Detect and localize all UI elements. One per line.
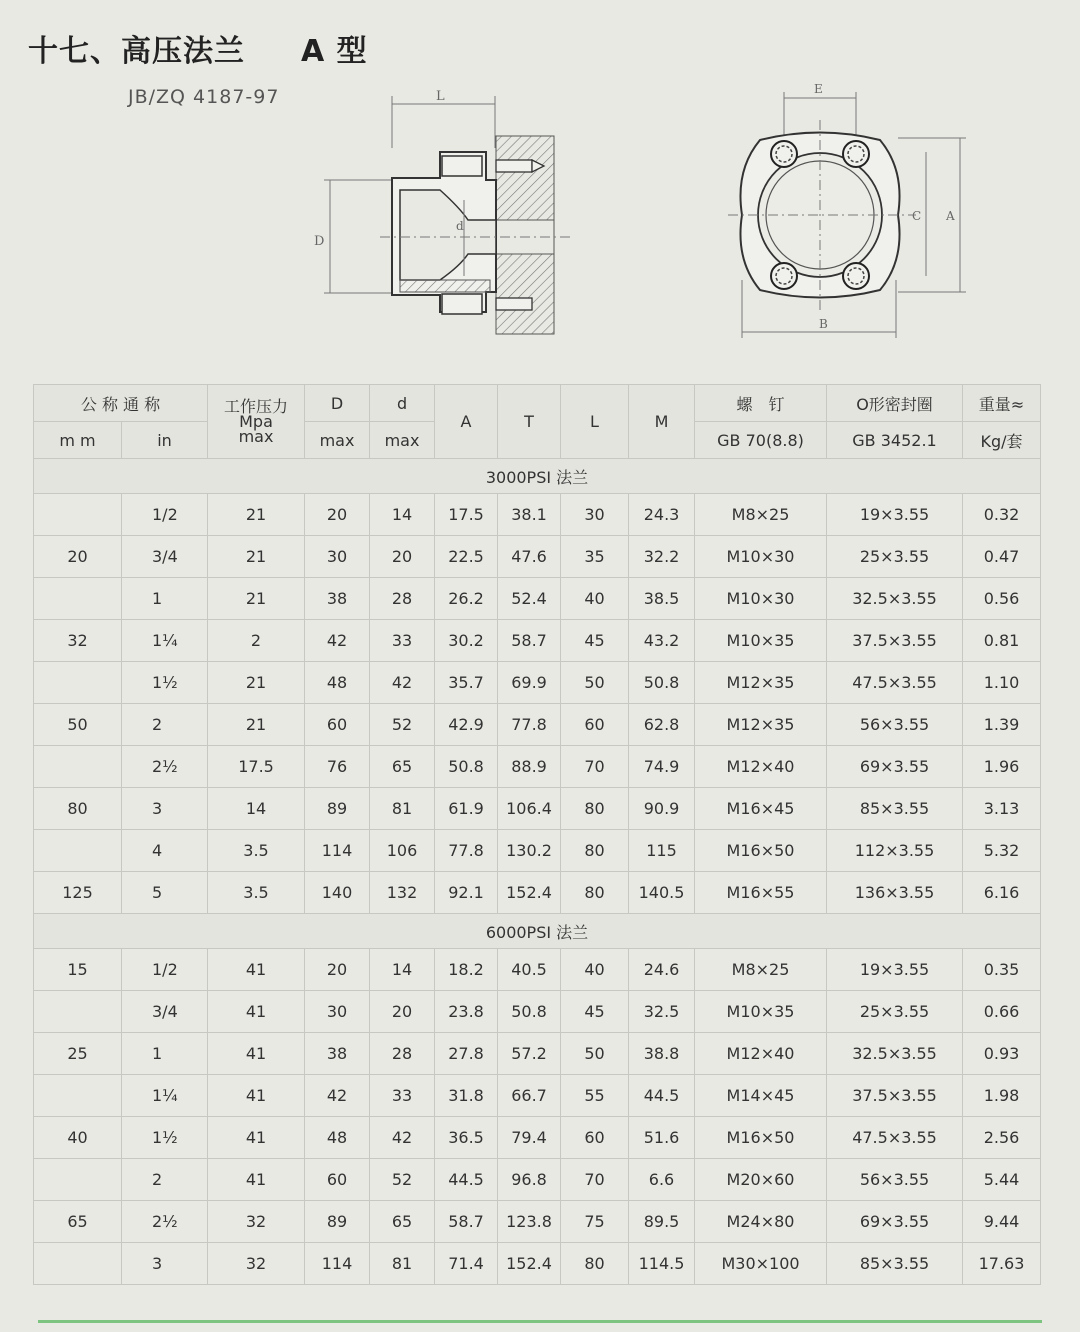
table-cell: 42: [370, 1117, 435, 1159]
table-cell: 1: [122, 1033, 208, 1075]
table-cell: 71.4: [435, 1243, 498, 1285]
table-cell: 130.2: [498, 830, 561, 872]
table-cell: 75: [561, 1201, 629, 1243]
header-D-max: max: [305, 422, 370, 459]
table-cell: 38.5: [629, 578, 695, 620]
table-cell: 57.2: [498, 1033, 561, 1075]
table-cell: 0.35: [963, 949, 1041, 991]
table-cell: 28: [370, 578, 435, 620]
table-cell: 20: [305, 494, 370, 536]
table-cell: 58.7: [435, 1201, 498, 1243]
table-cell: 30: [561, 494, 629, 536]
table-cell: 47.5×3.55: [827, 662, 963, 704]
table-cell: 96.8: [498, 1159, 561, 1201]
table-cell: 43.2: [629, 620, 695, 662]
table-cell: 3.13: [963, 788, 1041, 830]
table-cell: 77.8: [435, 830, 498, 872]
header-L: L: [561, 385, 629, 459]
table-cell: M10×35: [695, 620, 827, 662]
table-cell: 0.47: [963, 536, 1041, 578]
table-cell: 89.5: [629, 1201, 695, 1243]
table-cell: 33: [370, 1075, 435, 1117]
table-cell: [34, 1159, 122, 1201]
header-weight-unit: Kg/套: [963, 422, 1041, 459]
table-cell: 44.5: [629, 1075, 695, 1117]
table-cell: 1.39: [963, 704, 1041, 746]
table-cell: 90.9: [629, 788, 695, 830]
table-cell: M12×40: [695, 746, 827, 788]
header-D: D: [305, 385, 370, 422]
table-cell: 2: [208, 620, 305, 662]
table-cell: M8×25: [695, 494, 827, 536]
table-cell: 112×3.55: [827, 830, 963, 872]
table-cell: 50: [561, 1033, 629, 1075]
table-cell: 3/4: [122, 991, 208, 1033]
table-row: [34, 1117, 1041, 1159]
table-cell: 48: [305, 662, 370, 704]
table-row: [34, 1201, 1041, 1243]
page-title: [28, 26, 368, 70]
table-cell: 56×3.55: [827, 704, 963, 746]
table-cell: M12×40: [695, 1033, 827, 1075]
table-cell: 32: [208, 1201, 305, 1243]
table-row: [34, 991, 1041, 1033]
section-row: [34, 914, 1041, 949]
table-cell: 2½: [122, 1201, 208, 1243]
table-cell: 123.8: [498, 1201, 561, 1243]
table-cell: M10×30: [695, 536, 827, 578]
header-nominal: 公 称 通 称: [34, 385, 208, 422]
table-row: [34, 872, 1041, 914]
header-M: M: [629, 385, 695, 459]
table-cell: 37.5×3.55: [827, 620, 963, 662]
table-cell: 17.5: [435, 494, 498, 536]
table-cell: 65: [370, 1201, 435, 1243]
table-row: [34, 1033, 1041, 1075]
table-cell: 70: [561, 746, 629, 788]
table-cell: M12×35: [695, 662, 827, 704]
table-cell: 20: [370, 536, 435, 578]
table-cell: 76: [305, 746, 370, 788]
table-cell: 1/2: [122, 949, 208, 991]
table-row: [34, 704, 1041, 746]
table-cell: 23.8: [435, 991, 498, 1033]
spec-table: [33, 384, 1041, 1285]
table-cell: 32.2: [629, 536, 695, 578]
table-cell: 20: [34, 536, 122, 578]
table-cell: 81: [370, 1243, 435, 1285]
table-cell: 32: [34, 620, 122, 662]
table-cell: 14: [370, 494, 435, 536]
table-cell: 77.8: [498, 704, 561, 746]
section-label: 3000PSI 法兰: [34, 459, 1041, 494]
table-cell: 1.10: [963, 662, 1041, 704]
table-cell: 24.3: [629, 494, 695, 536]
label-A: A: [946, 209, 955, 223]
table-cell: 19×3.55: [827, 494, 963, 536]
table-cell: 30: [305, 536, 370, 578]
table-row: [34, 662, 1041, 704]
table-cell: 20: [305, 949, 370, 991]
table-body: [34, 459, 1041, 1285]
header-screw-std: GB 70(8.8): [695, 422, 827, 459]
table-cell: 5.32: [963, 830, 1041, 872]
table-cell: [34, 1075, 122, 1117]
table-cell: M16×50: [695, 830, 827, 872]
table-cell: 80: [561, 872, 629, 914]
bottom-divider: [38, 1320, 1042, 1323]
table-cell: 2½: [122, 746, 208, 788]
table-cell: 20: [370, 991, 435, 1033]
table-cell: 21: [208, 536, 305, 578]
table-cell: 70: [561, 1159, 629, 1201]
header-in: in: [122, 422, 208, 459]
table-cell: 0.81: [963, 620, 1041, 662]
table-cell: 30.2: [435, 620, 498, 662]
table-cell: 40.5: [498, 949, 561, 991]
table-cell: 60: [561, 704, 629, 746]
table-cell: 42: [305, 620, 370, 662]
table-cell: 85×3.55: [827, 788, 963, 830]
table-cell: 60: [305, 1159, 370, 1201]
table-cell: M14×45: [695, 1075, 827, 1117]
table-cell: 42: [370, 662, 435, 704]
table-cell: 6.16: [963, 872, 1041, 914]
table-cell: M10×35: [695, 991, 827, 1033]
table-cell: 1.98: [963, 1075, 1041, 1117]
table-cell: 66.7: [498, 1075, 561, 1117]
table-cell: 9.44: [963, 1201, 1041, 1243]
flange-type: A 型: [301, 34, 368, 69]
spec-table-container: [33, 384, 1040, 1285]
table-cell: 3: [122, 1243, 208, 1285]
table-cell: 5: [122, 872, 208, 914]
table-cell: 106.4: [498, 788, 561, 830]
table-cell: 140: [305, 872, 370, 914]
table-cell: 48: [305, 1117, 370, 1159]
table-cell: 40: [561, 949, 629, 991]
table-row: [34, 949, 1041, 991]
table-cell: 25×3.55: [827, 536, 963, 578]
table-cell: 22.5: [435, 536, 498, 578]
table-cell: 42.9: [435, 704, 498, 746]
table-cell: 45: [561, 991, 629, 1033]
table-cell: 17.63: [963, 1243, 1041, 1285]
table-cell: 114: [305, 830, 370, 872]
table-cell: 136×3.55: [827, 872, 963, 914]
table-cell: 2: [122, 1159, 208, 1201]
header-A: A: [435, 385, 498, 459]
table-cell: 5.44: [963, 1159, 1041, 1201]
table-cell: 1½: [122, 1117, 208, 1159]
table-cell: 60: [305, 704, 370, 746]
table-cell: 14: [208, 788, 305, 830]
table-cell: 41: [208, 1117, 305, 1159]
table-cell: 2: [122, 704, 208, 746]
table-cell: 41: [208, 1033, 305, 1075]
table-cell: 152.4: [498, 872, 561, 914]
table-row: [34, 788, 1041, 830]
table-cell: 50.8: [629, 662, 695, 704]
table-cell: M16×45: [695, 788, 827, 830]
table-cell: 89: [305, 1201, 370, 1243]
table-cell: 17.5: [208, 746, 305, 788]
table-cell: 24.6: [629, 949, 695, 991]
table-cell: 30: [305, 991, 370, 1033]
table-cell: 14: [370, 949, 435, 991]
table-cell: 0.32: [963, 494, 1041, 536]
table-cell: 47.5×3.55: [827, 1117, 963, 1159]
header-d-max: max: [370, 422, 435, 459]
table-row: [34, 830, 1041, 872]
table-row: [34, 536, 1041, 578]
table-cell: 47.6: [498, 536, 561, 578]
table-cell: M10×30: [695, 578, 827, 620]
table-cell: 26.2: [435, 578, 498, 620]
table-row: [34, 1075, 1041, 1117]
table-cell: 6.6: [629, 1159, 695, 1201]
table-cell: 28: [370, 1033, 435, 1075]
table-cell: 44.5: [435, 1159, 498, 1201]
table-cell: 0.56: [963, 578, 1041, 620]
table-cell: 55: [561, 1075, 629, 1117]
table-cell: 41: [208, 1075, 305, 1117]
table-cell: 21: [208, 662, 305, 704]
table-cell: 50.8: [498, 991, 561, 1033]
label-d: d: [456, 219, 464, 233]
table-cell: M12×35: [695, 704, 827, 746]
table-cell: 15: [34, 949, 122, 991]
table-cell: 1/2: [122, 494, 208, 536]
table-cell: 41: [208, 991, 305, 1033]
table-cell: 1¼: [122, 1075, 208, 1117]
table-cell: 52: [370, 1159, 435, 1201]
table-row: [34, 578, 1041, 620]
table-cell: 38: [305, 1033, 370, 1075]
table-cell: 69×3.55: [827, 746, 963, 788]
table-cell: M16×50: [695, 1117, 827, 1159]
label-B: B: [819, 317, 828, 331]
label-C: C: [912, 209, 922, 223]
table-cell: 31.8: [435, 1075, 498, 1117]
table-cell: 4: [122, 830, 208, 872]
table-cell: 60: [561, 1117, 629, 1159]
table-cell: 21: [208, 704, 305, 746]
table-cell: 61.9: [435, 788, 498, 830]
table-cell: 2.56: [963, 1117, 1041, 1159]
table-cell: 32.5×3.55: [827, 1033, 963, 1075]
table-cell: 80: [561, 1243, 629, 1285]
table-cell: 42: [305, 1075, 370, 1117]
table-cell: 37.5×3.55: [827, 1075, 963, 1117]
table-row: [34, 620, 1041, 662]
table-cell: 21: [208, 578, 305, 620]
table-cell: 3.5: [208, 872, 305, 914]
table-cell: 81: [370, 788, 435, 830]
label-E: E: [814, 82, 823, 96]
table-cell: 80: [561, 788, 629, 830]
table-cell: 52.4: [498, 578, 561, 620]
table-cell: M30×100: [695, 1243, 827, 1285]
label-L: L: [436, 89, 445, 104]
table-cell: 40: [34, 1117, 122, 1159]
header-oring: O形密封圈: [827, 385, 963, 422]
table-cell: M24×80: [695, 1201, 827, 1243]
table-cell: 3: [122, 788, 208, 830]
table-cell: 114.5: [629, 1243, 695, 1285]
table-cell: 0.66: [963, 991, 1041, 1033]
table-cell: 35: [561, 536, 629, 578]
header-weight: 重量≈: [963, 385, 1041, 422]
table-cell: 80: [34, 788, 122, 830]
table-cell: [34, 991, 122, 1033]
table-cell: 51.6: [629, 1117, 695, 1159]
table-cell: [34, 578, 122, 620]
table-cell: [34, 1243, 122, 1285]
table-cell: M16×55: [695, 872, 827, 914]
table-cell: 140.5: [629, 872, 695, 914]
table-cell: 69×3.55: [827, 1201, 963, 1243]
table-cell: 25×3.55: [827, 991, 963, 1033]
table-cell: 1: [122, 578, 208, 620]
table-cell: 88.9: [498, 746, 561, 788]
table-header: [34, 385, 1041, 459]
table-cell: 65: [370, 746, 435, 788]
table-cell: 65: [34, 1201, 122, 1243]
table-cell: 45: [561, 620, 629, 662]
table-cell: 32: [208, 1243, 305, 1285]
table-row: [34, 1243, 1041, 1285]
table-cell: 32.5: [629, 991, 695, 1033]
table-cell: 1.96: [963, 746, 1041, 788]
table-cell: 89: [305, 788, 370, 830]
header-T: T: [498, 385, 561, 459]
table-cell: 38: [305, 578, 370, 620]
title-text: 十七、高压法兰: [28, 34, 245, 69]
table-cell: 114: [305, 1243, 370, 1285]
header-screw: 螺 钉: [695, 385, 827, 422]
table-cell: 27.8: [435, 1033, 498, 1075]
table-cell: 92.1: [435, 872, 498, 914]
table-cell: 25: [34, 1033, 122, 1075]
table-cell: 132: [370, 872, 435, 914]
table-cell: 85×3.55: [827, 1243, 963, 1285]
table-cell: 50: [34, 704, 122, 746]
table-cell: M20×60: [695, 1159, 827, 1201]
table-cell: 106: [370, 830, 435, 872]
table-cell: 50: [561, 662, 629, 704]
side-section-drawing: [300, 80, 590, 350]
header-d: d: [370, 385, 435, 422]
table-cell: 152.4: [498, 1243, 561, 1285]
table-cell: 3.5: [208, 830, 305, 872]
table-cell: 80: [561, 830, 629, 872]
table-cell: 56×3.55: [827, 1159, 963, 1201]
table-cell: 52: [370, 704, 435, 746]
table-row: [34, 494, 1041, 536]
label-D: D: [314, 234, 325, 249]
front-view-drawing: [720, 80, 980, 340]
table-row: [34, 746, 1041, 788]
table-cell: 69.9: [498, 662, 561, 704]
table-cell: 50.8: [435, 746, 498, 788]
table-cell: 115: [629, 830, 695, 872]
table-cell: 38.8: [629, 1033, 695, 1075]
table-cell: [34, 662, 122, 704]
header-pressure: 工作压力 Mpa max: [208, 385, 305, 459]
header-oring-std: GB 3452.1: [827, 422, 963, 459]
table-cell: 35.7: [435, 662, 498, 704]
table-cell: [34, 830, 122, 872]
table-cell: 41: [208, 1159, 305, 1201]
table-cell: 1½: [122, 662, 208, 704]
table-cell: 74.9: [629, 746, 695, 788]
section-label: 6000PSI 法兰: [34, 914, 1041, 949]
table-cell: M8×25: [695, 949, 827, 991]
table-cell: 1¼: [122, 620, 208, 662]
table-cell: 40: [561, 578, 629, 620]
table-cell: [34, 494, 122, 536]
table-cell: 125: [34, 872, 122, 914]
table-row: [34, 1159, 1041, 1201]
table-cell: 33: [370, 620, 435, 662]
table-cell: 38.1: [498, 494, 561, 536]
table-cell: 3/4: [122, 536, 208, 578]
table-cell: 58.7: [498, 620, 561, 662]
table-cell: 18.2: [435, 949, 498, 991]
table-cell: 36.5: [435, 1117, 498, 1159]
table-cell: 21: [208, 494, 305, 536]
table-cell: 41: [208, 949, 305, 991]
table-cell: [34, 746, 122, 788]
header-mm: m m: [34, 422, 122, 459]
table-cell: 0.93: [963, 1033, 1041, 1075]
table-cell: 19×3.55: [827, 949, 963, 991]
table-cell: 32.5×3.55: [827, 578, 963, 620]
table-cell: 62.8: [629, 704, 695, 746]
section-row: [34, 459, 1041, 494]
standard-code: JB/ZQ 4187-97: [128, 86, 280, 108]
table-cell: 79.4: [498, 1117, 561, 1159]
